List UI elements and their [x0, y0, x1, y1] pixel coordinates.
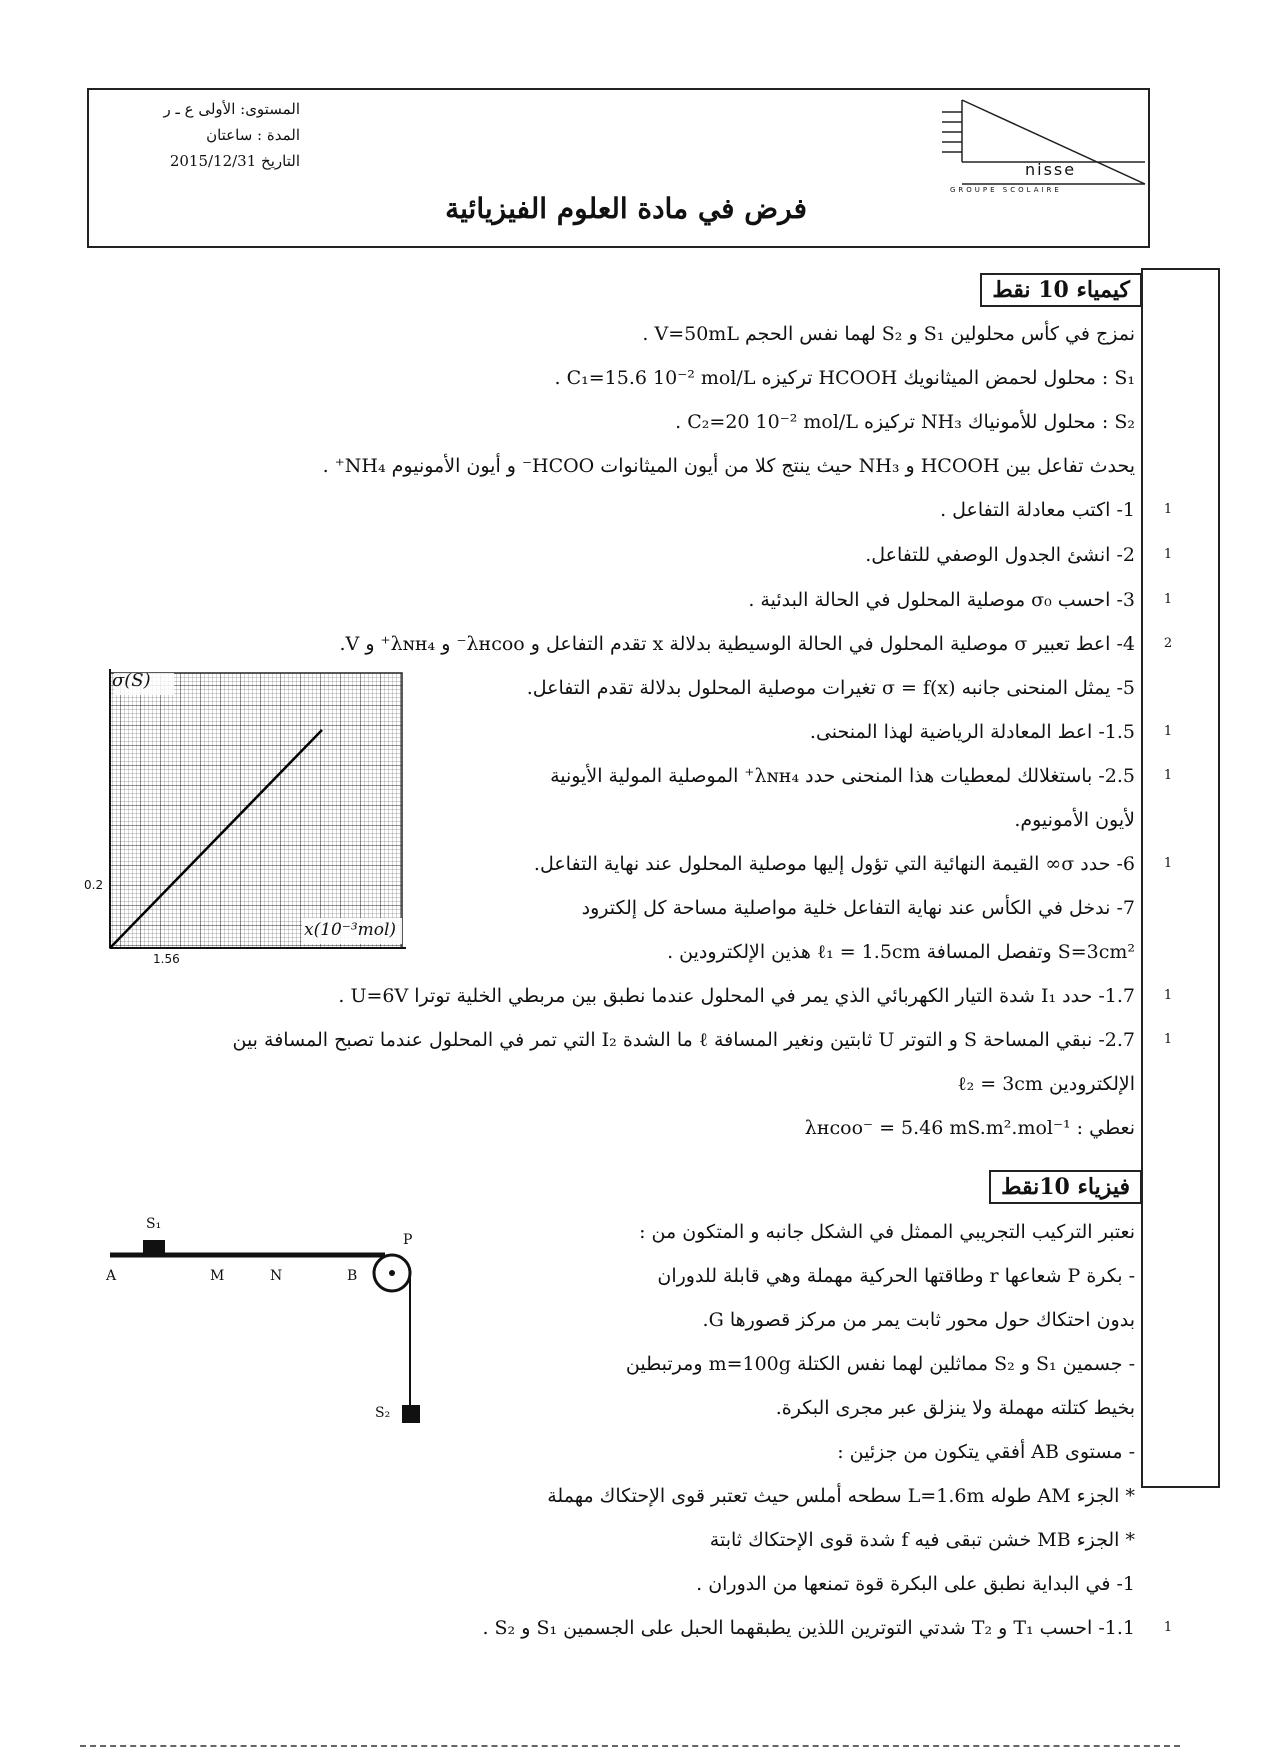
phys-line-8: * الجزء MB خشن تبقى فيه f شدة قوى الإحتكاك ثابتة [709, 1529, 1135, 1551]
chem-q5: 5- يمثل المنحنى جانبه σ = f(x) تغيرات موصلية المحلول بدلالة تقدم التفاعل. [526, 677, 1135, 699]
label-p: P [403, 1232, 413, 1248]
score-q7-2: 1 [1163, 1032, 1173, 1047]
label-a: A [106, 1268, 117, 1284]
chem-q7-cont: S=3cm² وتفصل المسافة ℓ₁ = 1.5cm هذين الإلكترودين . [667, 941, 1135, 963]
chem-q7: 7- ندخل في الكأس عند نهاية التفاعل خلية مواصلية مساحة كل إلكترود [581, 897, 1135, 919]
chem-given: نعطي : λʜᴄᴏᴏ⁻ = 5.46 mS.m².mol⁻¹ [804, 1117, 1135, 1139]
graph-grid [110, 673, 402, 948]
body-s2 [402, 1405, 420, 1423]
chem-line-3: S₂ : محلول للأمونياك NH₃ تركيزه C₂=20 10⁻² mol/L . [675, 411, 1135, 433]
phys-q1-1: 1.1- احسب T₁ و T₂ شدتي التوترين اللذين يطبقهما الحبل على الجسمين S₁ و S₂ . [482, 1617, 1135, 1639]
chem-q5-2-cont: لأيون الأمونيوم. [1014, 809, 1135, 831]
chem-line-1: نمزج في كأس محلولين S₁ و S₂ لهما نفس الحجم V=50mL . [642, 323, 1135, 345]
score-q2: 1 [1163, 547, 1173, 562]
score-q5-2: 1 [1163, 768, 1173, 783]
bottom-rule [80, 1745, 1180, 1747]
chem-q5-1: 1.5- اعط المعادلة الرياضية لهذا المنحنى. [809, 721, 1135, 743]
score-phys-q1-1: 1 [1163, 1620, 1173, 1635]
frame-bottom-line [1141, 1486, 1220, 1488]
duration-text: المدة : ساعتان [206, 126, 300, 144]
graph-x-label: x(10⁻³mol) [304, 920, 397, 940]
chem-q1: 1- اكتب معادلة التفاعل . [940, 499, 1135, 521]
chem-q5-2: 2.5- باستغلالك لمعطيات هذا المنحنى حدد λɴʜ₄⁺ الموصلية المولية الأيونية [550, 765, 1135, 787]
graph-y-tick: 0.2 [84, 878, 104, 892]
phys-line-2: - بكرة P شعاعها r وطاقتها الحركية مهملة وهي قابلة للدوران [657, 1265, 1135, 1287]
graph-x-tick: 1.56 [153, 952, 180, 966]
chem-q3: 3- احسب σ₀ موصلية المحلول في الحالة البدئية . [748, 589, 1135, 611]
chem-line-2: S₁ : محلول لحمض الميثانويك HCOOH تركيزه C₁=15.6 10⁻² mol/L . [554, 367, 1135, 389]
phys-line-3: بدون احتكاك حول محور ثابت يمر من مركز قصورها G. [702, 1309, 1135, 1331]
label-n: N [270, 1268, 283, 1284]
phys-q1: 1- في البداية نطبق على البكرة قوة تمنعها من الدوران . [696, 1573, 1135, 1595]
frame-top-line [1141, 268, 1220, 270]
chemistry-label: كيمياء 10 نقط [980, 273, 1142, 307]
score-q7-1: 1 [1163, 988, 1173, 1003]
score-q4: 2 [1163, 636, 1173, 651]
chem-q7-2: 2.7- نبقي المساحة S و التوتر U ثابتين ونغير المسافة ℓ ما الشدة I₂ التي تمر في المحلول عندما تصبح المسافة بين [232, 1029, 1135, 1051]
date-text: التاريخ 2015/12/31 [169, 152, 300, 170]
chem-q2: 2- انشئ الجدول الوصفي للتفاعل. [865, 544, 1135, 566]
logo-text: nisse [1025, 160, 1077, 179]
phys-line-5: بخيط كتلته مهملة ولا ينزلق عبر مجرى البكرة. [775, 1397, 1135, 1419]
chem-q6: 6- حدد σ∞ القيمة النهائية التي تؤول إليها موصلية المحلول عند نهاية التفاعل. [533, 853, 1135, 875]
chem-q7-1: 1.7- حدد I₁ شدة التيار الكهربائي الذي يمر في المحلول عندما نطبق بين مربطي الخلية توترا U=6V . [338, 985, 1135, 1007]
page-title: فرض في مادة العلوم الفيزيائية [445, 192, 807, 225]
graph-y-label: σ(S) [112, 670, 151, 691]
chem-line-4: يحدث تفاعل بين HCOOH و NH₃ حيث ينتج كلا من أيون الميثانوات HCOO⁻ و أيون الأمونيوم NH₄⁺ . [322, 455, 1135, 477]
phys-line-1: نعتبر التركيب التجريبي الممثل في الشكل جانبه و المتكون من : [639, 1221, 1135, 1243]
logo-subtext: GROUPE SCOLAIRE [950, 186, 1062, 194]
physics-label: فيزياء 10نقط [989, 1170, 1142, 1204]
phys-line-6: - مستوى AB أفقي يتكون من جزئين : [837, 1441, 1135, 1463]
phys-line-7: * الجزء AM طوله L=1.6m سطحه أملس حيث تعتبر قوى الإحتكاك مهملة [547, 1485, 1135, 1507]
score-q3: 1 [1163, 592, 1173, 607]
score-q6: 1 [1163, 856, 1173, 871]
chem-q7-2-cont: الإلكترودين ℓ₂ = 3cm [957, 1073, 1135, 1095]
level-text: المستوى: الأولى ع ـ ر [163, 100, 300, 118]
label-m: M [210, 1268, 225, 1284]
chem-q4: 4- اعط تعبير σ موصلية المحلول في الحالة الوسيطية بدلالة x تقدم التفاعل و λʜᴄᴏᴏ⁻ و λɴʜ₄⁺ و V. [339, 633, 1135, 655]
outer-frame-line [1218, 268, 1220, 1488]
label-s1: S₁ [146, 1216, 162, 1232]
body-s1 [143, 1240, 165, 1255]
label-s2: S₂ [375, 1405, 391, 1421]
score-q5-1: 1 [1163, 724, 1173, 739]
label-b: B [347, 1268, 358, 1284]
right-frame-line [1141, 268, 1143, 1488]
score-q1: 1 [1163, 502, 1173, 517]
phys-line-4: - جسمين S₁ و S₂ مماثلين لهما نفس الكتلة m=100g ومرتبطين [625, 1353, 1135, 1375]
